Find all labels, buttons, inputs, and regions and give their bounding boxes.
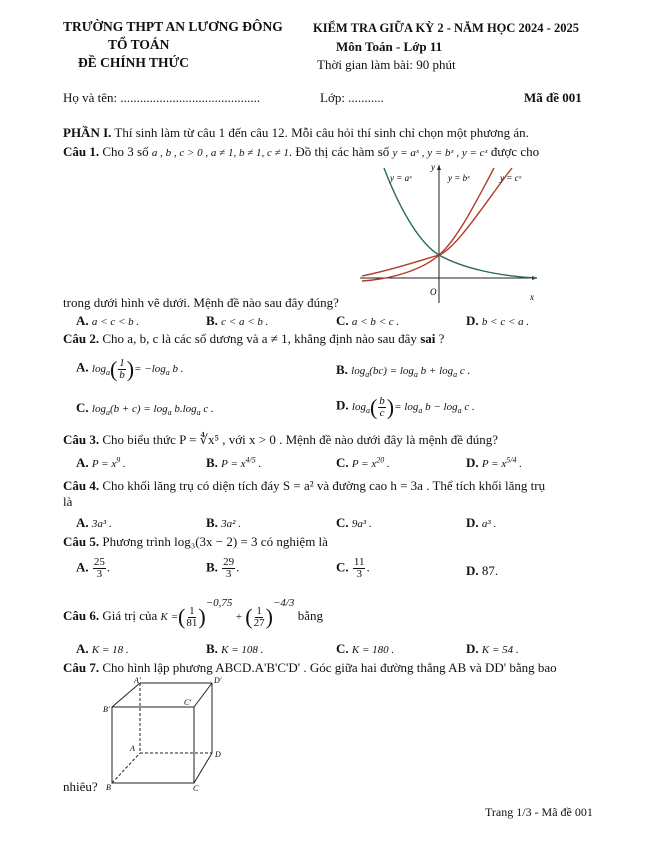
q2-option-b[interactable]: B. $\log_a(bc) = \log_a b + \log_a c$ . [336, 362, 471, 380]
svg-text:A': A' [134, 676, 141, 685]
origin-label: O [430, 287, 437, 297]
q5-option-a[interactable]: A. $\frac{25}{3}$ . [76, 556, 111, 580]
part1-heading: PHẦN I. Thí sinh làm từ câu 1 đến câu 12. Mỗi câu hỏi thí sinh chỉ chọn một phương án. [63, 125, 529, 140]
x-axis-label: x [530, 292, 534, 302]
duration: Thời gian làm bài: 90 phút [317, 57, 456, 72]
school-name: TRƯỜNG THPT AN LƯƠNG ĐÔNG [63, 19, 283, 34]
q4-option-b[interactable]: B. 3a² . [206, 515, 241, 530]
page-footer: Trang 1/3 - Mã đề 001 [485, 805, 593, 819]
subject: Môn Toán - Lớp 11 [336, 39, 443, 54]
q3-option-d[interactable]: D. $P = x^{5/4}$ . [466, 455, 522, 470]
q2-stem: Câu 2. Cho a, b, c là các số dương và a ≠ 1, khẳng định nào sau đây sai ? [63, 331, 445, 346]
svg-text:D': D' [214, 676, 222, 685]
svg-text:C: C [193, 784, 199, 793]
q3-option-b[interactable]: B. $P = x^{4/5}$ . [206, 455, 262, 470]
q1-stem: Câu 1. Cho 3 số a , b , c > 0 , a ≠ 1, b ≠ 1, c ≠ 1. Đồ thị các hàm số y = aˣ , y = bˣ , y = cˣ được cho [63, 144, 540, 159]
svg-text:B: B [106, 783, 111, 792]
q1-option-b[interactable]: B. c < a < b . [206, 313, 269, 328]
official-label: ĐỀ CHÍNH THỨC [78, 55, 190, 70]
q5-option-c[interactable]: C. $\frac{11}{3}$ . [336, 556, 370, 580]
class-field: Lớp: ........... [320, 90, 384, 105]
q2-option-a[interactable]: A. $\log_a$( $\frac{1}{b}$ )= $-\log_a$ b . [76, 356, 184, 381]
name-field: Họ và tên: ........................................... [63, 90, 261, 105]
q6-option-b[interactable]: B. K = 108 . [206, 641, 264, 656]
q6-option-d[interactable]: D. K = 54 . [466, 641, 519, 656]
q4-option-c[interactable]: C. 9a³ . [336, 515, 372, 530]
exam-title: KIỂM TRA GIỮA KỲ 2 - NĂM HỌC 2024 - 2025 [313, 21, 579, 35]
q1-option-c[interactable]: C. a < b < c . [336, 313, 400, 328]
q1-option-a[interactable]: A. a < c < b . [76, 313, 140, 328]
q7-cube-figure [100, 675, 230, 793]
q2-option-d[interactable]: D. $\log_a$( $\frac{b}{c}$ )= $\log_a b - \log_a c$ . [336, 394, 475, 419]
q3-option-c[interactable]: C. $P = x^{20}$ . [336, 455, 390, 470]
q4-option-d[interactable]: D. a³ . [466, 515, 497, 530]
label-c: y = cˣ [500, 173, 522, 183]
q1-option-d[interactable]: D. b < c < a . [466, 313, 530, 328]
q5-stem: Câu 5. Phương trình log₃(3x − 2) = 3 có nghiệm là [63, 534, 328, 549]
q5-option-b[interactable]: B. $\frac{29}{3}$ . [206, 556, 240, 580]
q5-option-d[interactable]: D. 87. [466, 563, 499, 578]
y-axis-label: y [431, 162, 435, 172]
q2-option-c[interactable]: C. $\log_a(b + c) = \log_a b.\log_a$ c . [76, 400, 214, 418]
exam-code: Mã đề 001 [524, 90, 582, 105]
q6-option-a[interactable]: A. K = 18 . [76, 641, 129, 656]
label-a: y = aˣ [390, 173, 412, 183]
svg-text:B': B' [103, 705, 110, 714]
svg-text:C': C' [184, 698, 192, 707]
svg-text:A: A [130, 744, 135, 753]
q7-stem-cont: nhiêu? [63, 779, 98, 794]
q7-stem: Câu 7. Cho hình lập phương ABCD.A'B'C'D' . Góc giữa hai đường thẳng AB và DD' bằng bao [63, 660, 557, 675]
q4-stem-cont: là [63, 494, 73, 509]
q4-option-a[interactable]: A. 3a³ . [76, 515, 112, 530]
label-b: y = bˣ [448, 173, 470, 183]
q3-stem: Câu 3. Cho biểu thức P = ∜x⁵ , với x > 0 . Mệnh đề nào dưới đây là mệnh đề đúng? [63, 432, 499, 447]
q3-option-a[interactable]: A. $P = x^9$ . [76, 455, 126, 470]
q6-option-c[interactable]: C. K = 180 . [336, 641, 395, 656]
q6-stem: Câu 6. Giá trị của K =( $\frac{1}{81}$ )$^{-0,75}$ + ( $\frac{1}{27}$ )$^{-4/3}$ bằng [63, 597, 323, 630]
svg-text:D: D [215, 750, 221, 759]
department: TỔ TOÁN [108, 37, 170, 52]
q1-question: trong dưới hình vẽ dưới. Mệnh đề nào sau đây đúng? [63, 295, 339, 310]
q4-stem: Câu 4. Cho khối lăng trụ có diện tích đáy S = a² và đường cao h = 3a . Thể tích khối lăng trụ [63, 478, 546, 493]
q1-exponential-graph [352, 160, 542, 305]
